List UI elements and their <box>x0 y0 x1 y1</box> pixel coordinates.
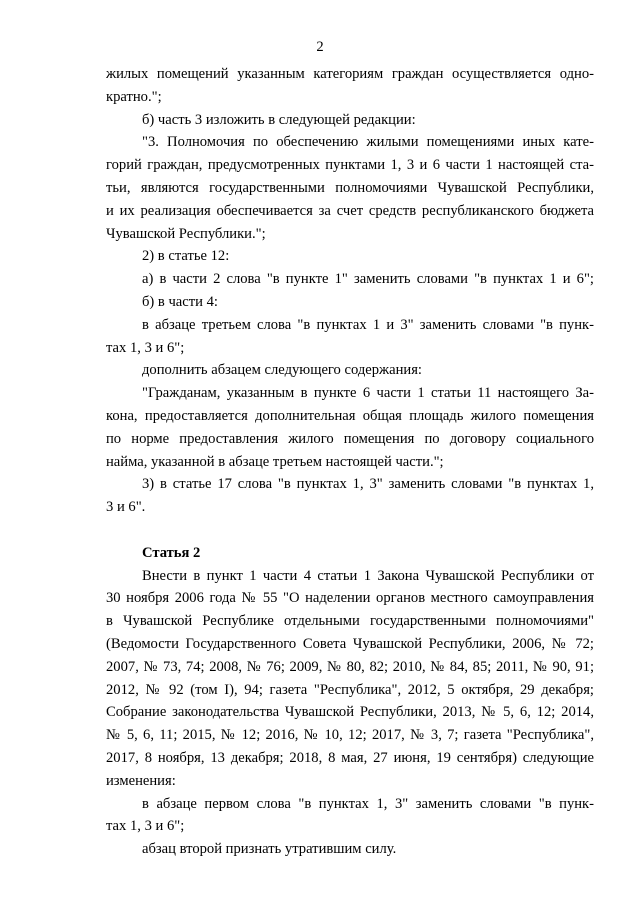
text-line: горий граждан, предусмотренных пунктами 1, 3 и 6 части 1 настоящей ста- <box>106 157 594 174</box>
text-line: 2012, № 92 (том I), 94; газета "Республика", 2012, 5 октября, 29 декабря; <box>106 681 594 698</box>
text-line: дополнить абзацем следующего содержания: <box>142 362 422 379</box>
text-line: Внести в пункт 1 части 4 статьи 1 Закона Чувашской Республики от <box>142 567 594 584</box>
text-line: "Гражданам, указанным в пункте 6 части 1 статьи 11 настоящего За- <box>142 385 594 402</box>
text-line: в абзаце третьем слова "в пунктах 1 и 3" заменить словами "в пунк- <box>142 316 594 333</box>
text-line: 2) в статье 12: <box>142 248 230 265</box>
text-line: (Ведомости Государственного Совета Чувашской Республики, 2006, № 72; <box>106 635 594 652</box>
text-line: и их реализация обеспечивается за счет средств республиканского бюджета <box>106 202 594 219</box>
paragraph-gap <box>106 519 594 542</box>
text-line: б) часть 3 изложить в следующей редакции: <box>142 111 416 128</box>
document-body <box>106 63 594 861</box>
text-line: изменения: <box>106 772 176 789</box>
text-line: № 5, 6, 11; 2015, № 12; 2016, № 10, 12; 2017, № 3, 7; газета "Республика", <box>106 727 594 744</box>
text-line: кратно."; <box>106 88 162 105</box>
text-line: кона, предоставляется дополнительная общая площадь жилого помещения <box>106 407 594 424</box>
text-line: 3) в статье 17 слова "в пунктах 1, 3" заменить словами "в пунктах 1, <box>142 476 594 493</box>
text-line: "3. Полномочия по обеспечению жилыми помещениями иных кате- <box>142 134 594 151</box>
text-line: абзац второй признать утратившим силу. <box>142 841 397 858</box>
text-line: Собрание законодательства Чувашской Республики, 2013, № 5, 6, 12; 2014, <box>106 704 594 721</box>
text-line: в Чувашской Республике отдельными государственными полномочиями" <box>106 613 594 630</box>
text-line: 2017, 8 ноября, 13 декабря; 2018, 8 мая, 27 июня, 19 сентября) следующие <box>106 749 594 766</box>
text-line: тах 1, 3 и 6"; <box>106 818 185 835</box>
text-line: тах 1, 3 и 6"; <box>106 339 185 356</box>
text-line: б) в части 4: <box>142 293 218 310</box>
text-line: 2007, № 73, 74; 2008, № 76; 2009, № 80, 82; 2010, № 84, 85; 2011, № 90, 91; <box>106 658 594 675</box>
text-line: в абзаце первом слова "в пунктах 1, 3" заменить словами "в пунк- <box>142 795 594 812</box>
text-line: по норме предоставления жилого помещения по договору социального <box>106 430 594 447</box>
text-line: 3 и 6". <box>106 499 146 516</box>
text-line: найма, указанной в абзаце третьем настоящей части."; <box>106 453 444 470</box>
text-line: Чувашской Республики."; <box>106 225 266 242</box>
text-line: 30 ноября 2006 года № 55 "О наделении органов местного самоуправления <box>106 590 594 607</box>
text-line: а) в части 2 слова "в пункте 1" заменить словами "в пунктах 1 и 6"; <box>142 271 594 288</box>
article-heading: Статья 2 <box>142 544 201 561</box>
text-line: тьи, являются государственными полномочиями Чувашской Республики, <box>106 179 594 196</box>
page-number: 2 <box>316 39 324 55</box>
text-line: жилых помещений указанным категориям граждан осуществляется одно- <box>106 66 594 82</box>
